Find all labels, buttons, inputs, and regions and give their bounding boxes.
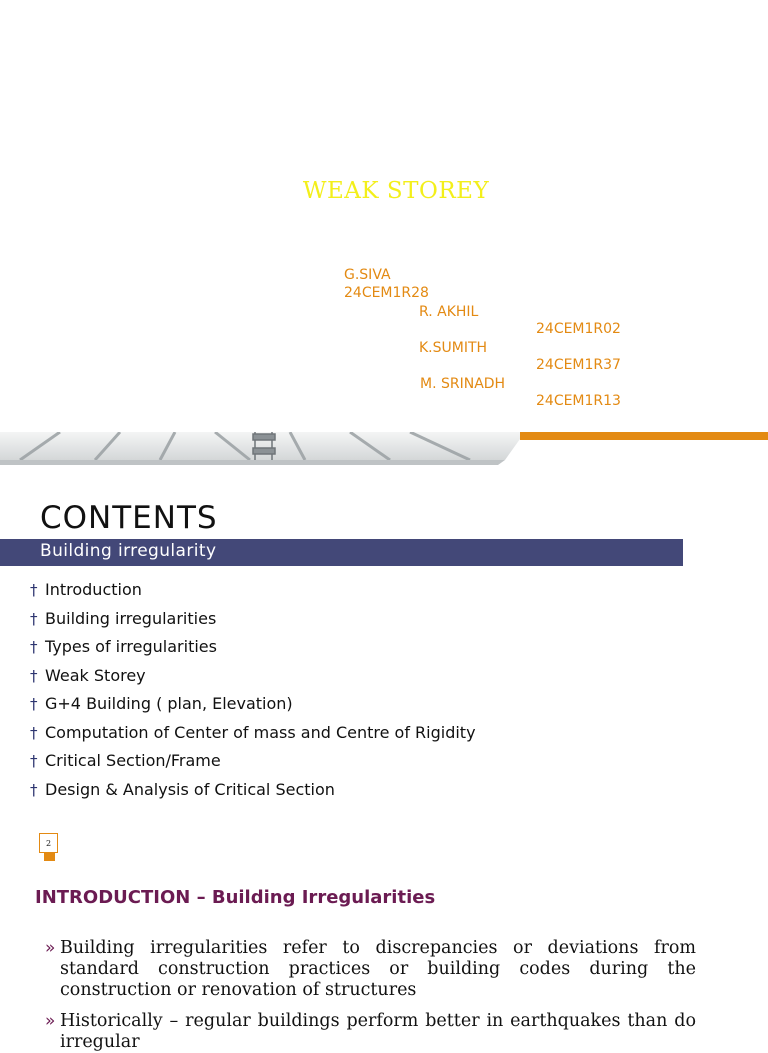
dagger-bullet-icon: †: [30, 581, 38, 599]
contents-subtitle: Building irregularity: [40, 541, 217, 561]
author-name-4: M. SRINADH: [420, 376, 506, 392]
contents-list: [30, 578, 476, 806]
list-item: [30, 578, 476, 607]
chevron-bullet-icon: »: [45, 938, 56, 958]
intro-paragraph-2: Historically – regular buildings perform better in earthquakes than do irregular: [60, 1011, 696, 1052]
list-item-text: Design & Analysis of Critical Section: [45, 779, 335, 799]
list-item-text: Types of irregularities: [45, 637, 217, 656]
author-id-1: 24CEM1R28: [344, 285, 429, 301]
dagger-bullet-icon: †: [30, 695, 38, 713]
author-name-1: G.SIVA: [344, 267, 391, 283]
list-item-text: Weak Storey: [45, 665, 146, 685]
list-item: [30, 778, 476, 807]
author-id-4: 24CEM1R13: [536, 393, 621, 409]
intro-heading: INTRODUCTION – Building Irregularities: [35, 887, 436, 908]
intro-paragraph-1: Building irregularities refer to discrepancies or deviations from standard construction practices or building codes during the construction or renovation of structures: [60, 938, 696, 1000]
slide-title: WEAK STOREY: [302, 178, 490, 204]
dagger-bullet-icon: †: [30, 666, 38, 685]
page-number: 2: [39, 833, 58, 853]
list-item-text: G+4 Building ( plan, Elevation): [45, 694, 293, 713]
dagger-bullet-icon: †: [30, 752, 38, 770]
list-item: [30, 749, 476, 778]
chevron-bullet-icon: »: [45, 1011, 56, 1031]
author-name-3: K.SUMITH: [419, 340, 488, 356]
list-item: [30, 692, 476, 721]
dagger-bullet-icon: †: [30, 609, 38, 628]
dagger-bullet-icon: †: [30, 780, 38, 799]
author-name-2: R. AKHIL: [419, 304, 479, 320]
steel-structure-banner: [0, 432, 768, 466]
list-item: [30, 607, 476, 636]
list-item: [30, 635, 476, 664]
author-id-3: 24CEM1R37: [536, 357, 621, 373]
list-item-text: Computation of Center of mass and Centre of Rigidity: [45, 722, 476, 742]
list-item-text: Critical Section/Frame: [45, 751, 221, 770]
list-item-text: Introduction: [45, 580, 142, 599]
dagger-bullet-icon: †: [30, 638, 38, 656]
list-item-text: Building irregularities: [45, 608, 217, 628]
list-item: [30, 721, 476, 750]
list-item: [30, 664, 476, 693]
dagger-bullet-icon: †: [30, 723, 38, 742]
author-id-2: 24CEM1R02: [536, 321, 621, 337]
contents-heading: CONTENTS: [40, 500, 218, 536]
page-number-tab: [44, 852, 55, 861]
